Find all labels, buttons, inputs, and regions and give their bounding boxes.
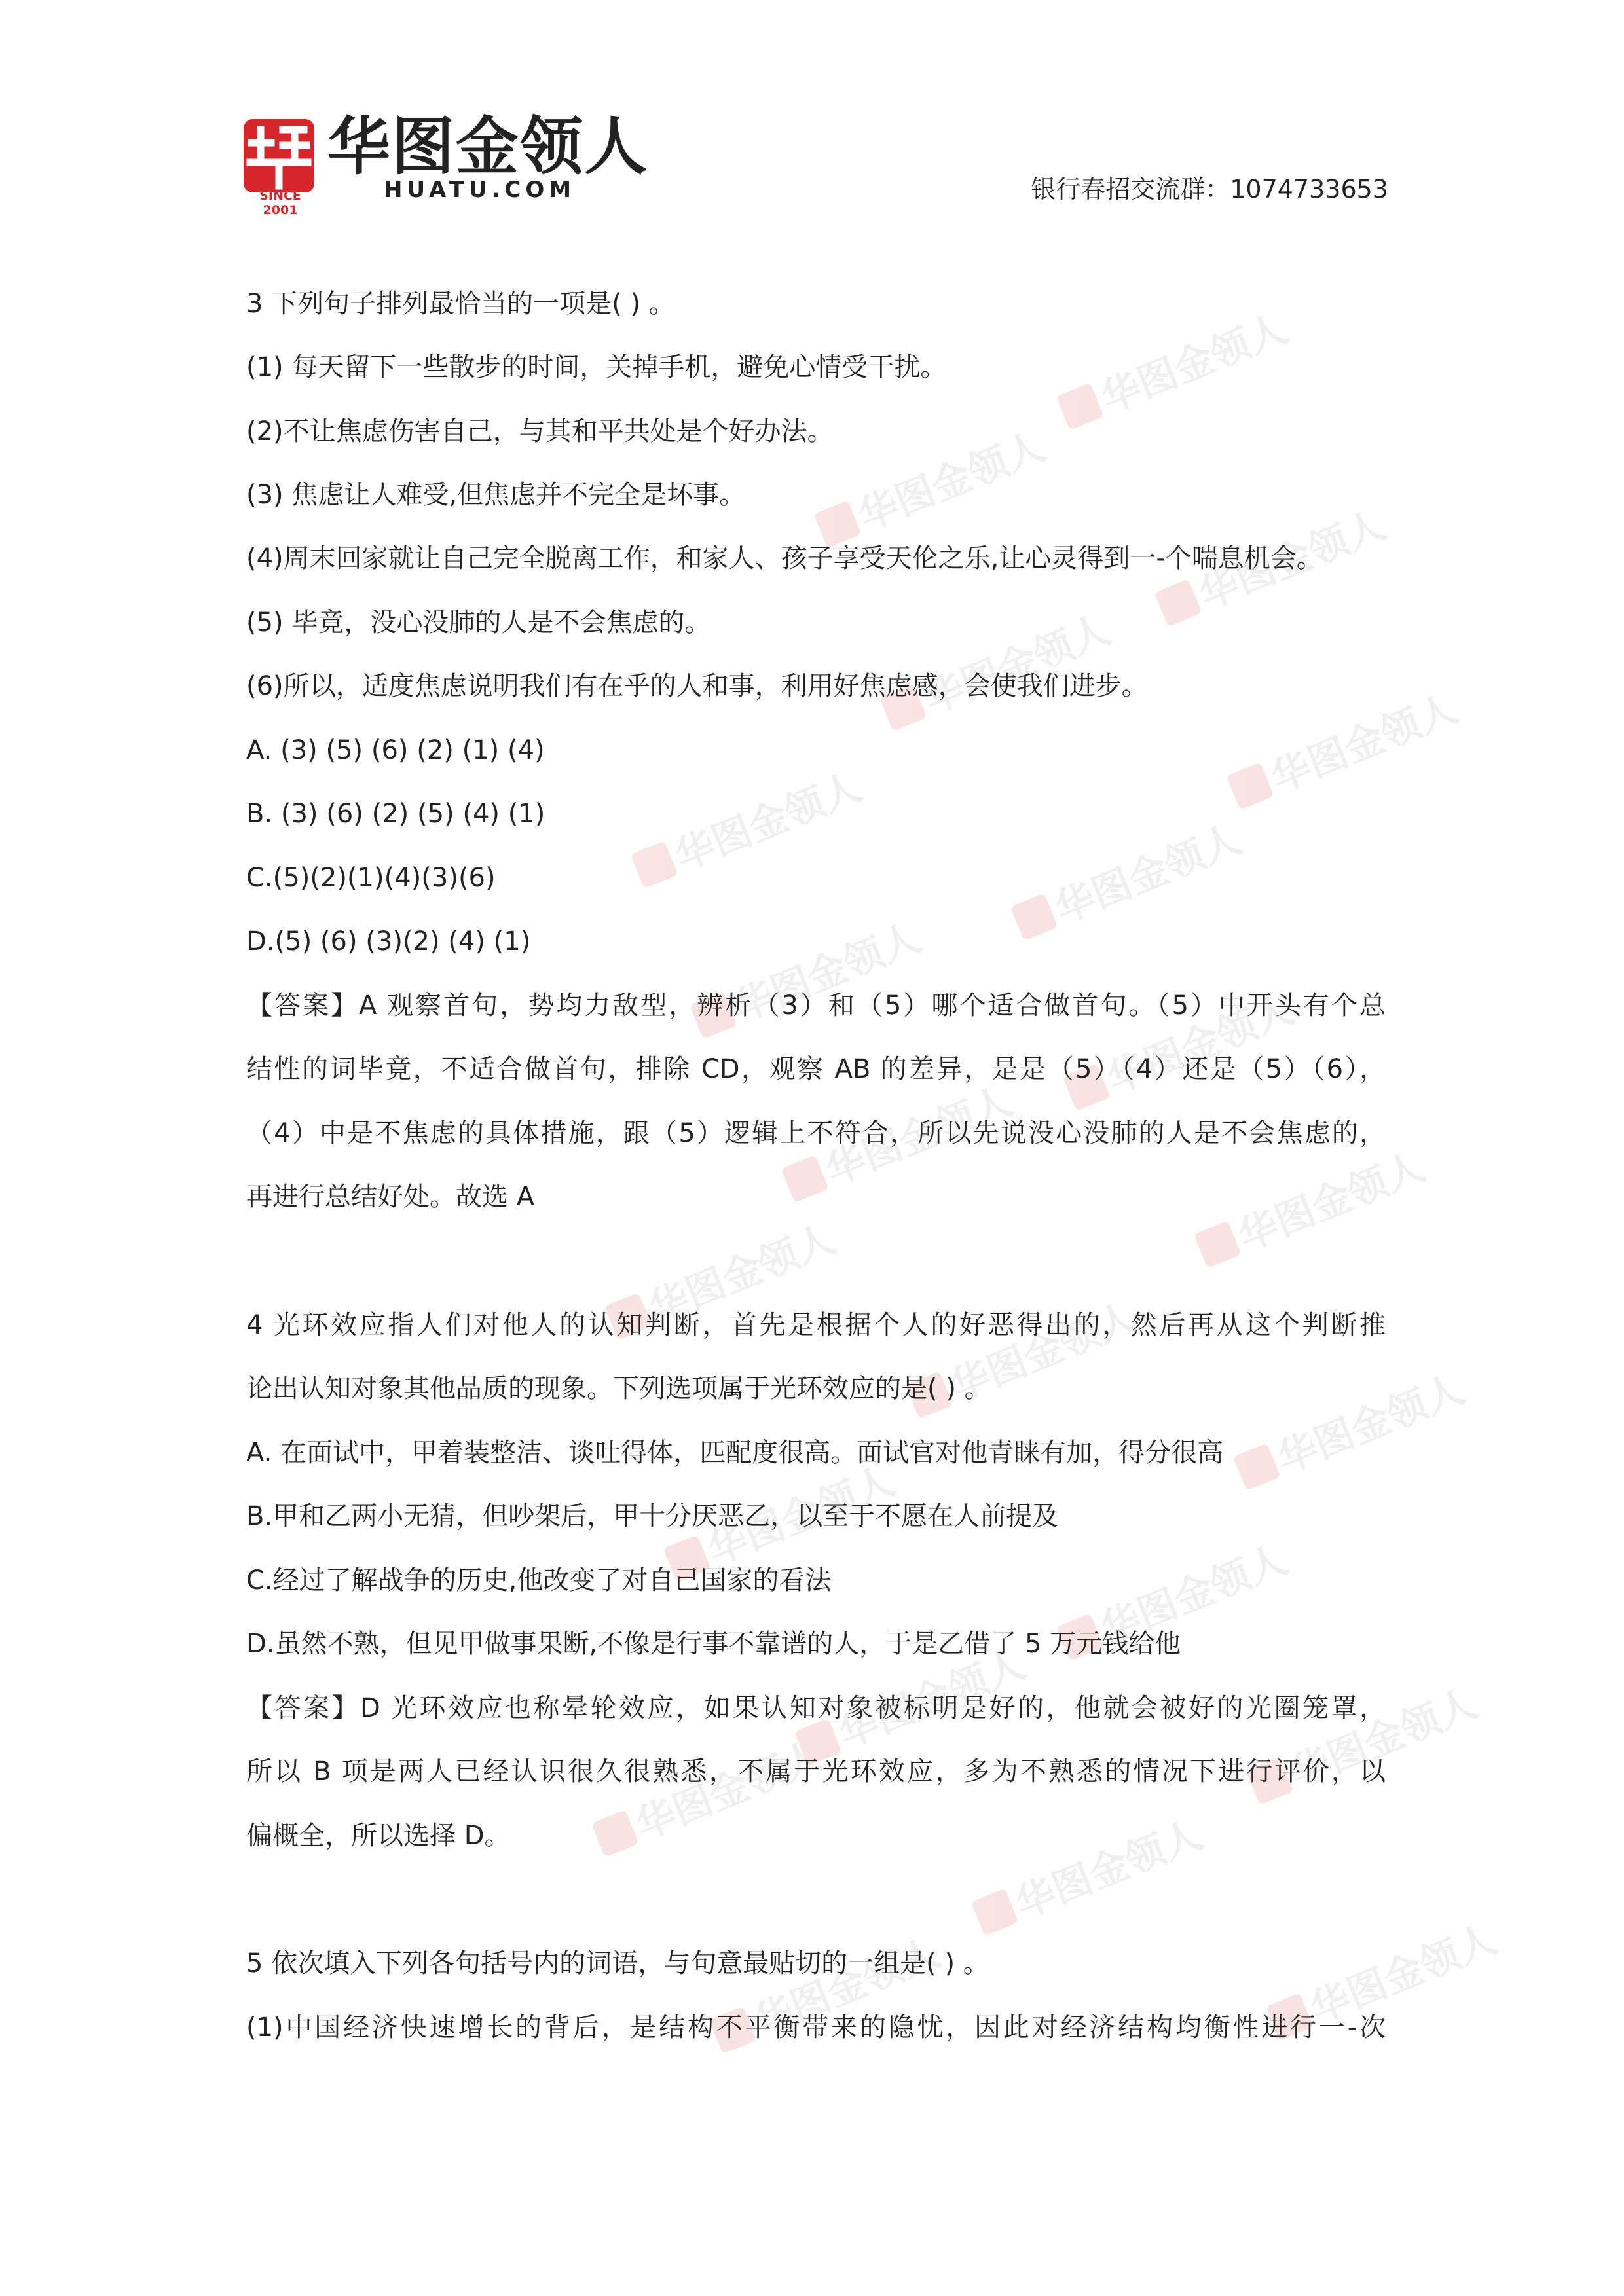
logo-chinese-name: 华图金领人 xyxy=(327,110,648,183)
q3-sentence-6: (6)所以，适度焦虑说明我们有在乎的人和事，利用好焦虑感，会使我们进步。 xyxy=(246,671,1148,701)
watermark-text: 华图金领人 xyxy=(701,1458,901,1575)
watermark-text: 华图金领人 xyxy=(832,1641,1032,1758)
q4-option-a: A. 在面试中，甲着装整洁、谈吐得体，匹配度很高。面试官对他青睐有加，得分很高 xyxy=(246,1438,1224,1468)
watermark-text: 华图金领人 xyxy=(1304,1916,1504,2033)
watermark-text: 华图金领人 xyxy=(819,1078,1019,1195)
q4-answer-line-3: 偏概全，所以选择 D。 xyxy=(246,1821,511,1851)
exchange-group-info: 银行春招交流群：1074733653 xyxy=(1031,175,1388,204)
watermark-text: 华图金领人 xyxy=(1271,1366,1471,1483)
q4-answer-line-2: 所以 B 项是两人已经认识很久很熟悉，不属于光环效应，多为不熟悉的情况下进行评价，以 xyxy=(246,1757,1386,1787)
watermark-text: 华图金领人 xyxy=(1264,685,1464,802)
watermark-text: 华图金领人 xyxy=(1094,1537,1294,1653)
watermark-text: 华图金领人 xyxy=(1101,987,1301,1103)
watermark-text: 华图金领人 xyxy=(1192,502,1392,619)
q3-sentence-1: (1) 每天留下一些散步的时间，关掉手机，避免心情受干扰。 xyxy=(246,352,947,382)
q5-item-1: (1)中国经济快速增长的背后，是结构不平衡带来的隐忧，因此对经济结构均衡性进行一-次 xyxy=(246,2013,1386,2043)
watermark-text: 华图金领人 xyxy=(944,1294,1143,1411)
question-4-stem-line-2: 论出认知对象其他品质的现象。下列选项属于光环效应的是( ) 。 xyxy=(246,1374,991,1404)
watermark-text: 华图金领人 xyxy=(1009,1812,1209,1928)
watermark-text: 华图金领人 xyxy=(642,1216,842,1332)
q3-option-c: C.(5)(2)(1)(4)(3)(6) xyxy=(246,863,496,893)
q3-sentence-2: (2)不让焦虑伤害自己，与其和平共处是个好办法。 xyxy=(246,416,834,446)
watermark-text: 华图金领人 xyxy=(1094,306,1294,422)
watermark-text: 华图金领人 xyxy=(629,1733,829,1850)
q4-answer-line-1: 【答案】D 光环效应也称晕轮效应，如果认知对象被标明是好的，他就会被好的光圈笼罩， xyxy=(246,1693,1386,1723)
q3-option-d: D.(5) (6) (3)(2) (4) (1) xyxy=(246,926,531,957)
watermark-text: 华图金领人 xyxy=(669,764,868,881)
q3-option-a: A. (3) (5) (6) (2) (1) (4) xyxy=(246,735,545,765)
logo-since: SINCE 2001 xyxy=(259,189,301,217)
q3-sentence-5: (5) 毕竟，没心没肺的人是不会焦虑的。 xyxy=(246,608,711,638)
watermark-text: 华图金领人 xyxy=(917,607,1117,723)
q4-option-c: C.经过了解战争的历史,他改变了对自己国家的看法 xyxy=(246,1565,832,1595)
q3-answer-line-2: 结性的词毕竟，不适合做首句，排除 CD，观察 AB 的差异，是是（5）（4）还是（5）（6）， xyxy=(246,1054,1386,1084)
q3-sentence-3: (3) 焦虑让人难受,但焦虑并不完全是坏事。 xyxy=(246,480,746,510)
question-5-stem: 5 依次填入下列各句括号内的词语，与句意最贴切的一组是( ) 。 xyxy=(246,1948,989,1978)
watermark-text: 华图金领人 xyxy=(728,915,927,1031)
watermark-text: 华图金领人 xyxy=(1048,816,1248,933)
watermark-text: 华图金领人 xyxy=(852,424,1052,540)
watermark-text: 华图金领人 xyxy=(1232,1144,1431,1260)
q4-option-b: B.甲和乙两小无猜，但吵架后，甲十分厌恶乙，以至于不愿在人前提及 xyxy=(246,1501,1059,1531)
q3-answer-line-3: （4）中是不焦虑的具体措施，跟（5）逻辑上不符合，所以先说没心没肺的人是不会焦虑的， xyxy=(246,1118,1386,1148)
watermark-text: 华图金领人 xyxy=(747,1929,947,2046)
question-4-stem-line-1: 4 光环效应指人们对他人的认知判断，首先是根据个人的好恶得出的，然后再从这个判断推 xyxy=(246,1310,1386,1340)
huatu-logo-icon xyxy=(244,119,314,192)
q4-option-d: D.虽然不熟，但见甲做事果断,不像是行事不靠谱的人，于是乙借了 5 万元钱给他 xyxy=(246,1629,1181,1659)
q3-option-b: B. (3) (6) (2) (5) (4) (1) xyxy=(246,799,545,829)
q3-sentence-4: (4)周末回家就让自己完全脱离工作，和家人、孩子享受天伦之乐,让心灵得到一-个喘息机会。 xyxy=(246,543,1323,574)
page-header xyxy=(0,0,1624,216)
question-3-stem: 3 下列句子排列最恰当的一项是( ) 。 xyxy=(246,289,675,319)
watermark-text: 华图金领人 xyxy=(1284,1681,1484,1797)
logo-english-name: HUATU.COM xyxy=(384,177,576,203)
q3-answer-line-4: 再进行总结好处。故选 A xyxy=(246,1182,535,1212)
q3-answer-line-1: 【答案】A 观察首句，势均力敌型，辨析（3）和（5）哪个适合做首句。（5）中开头有个总 xyxy=(246,991,1386,1021)
